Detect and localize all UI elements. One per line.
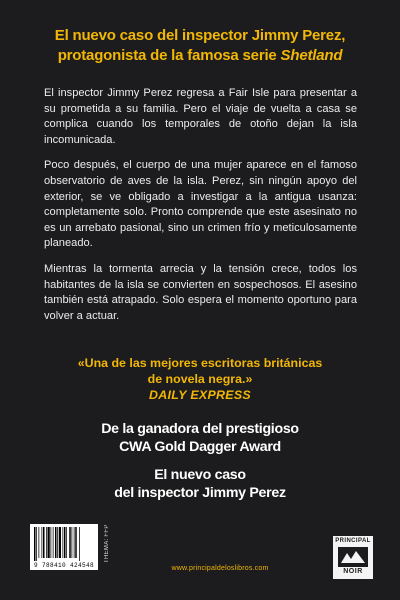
award-statement xyxy=(40,420,360,456)
synopsis xyxy=(44,86,357,334)
series-name: Shetland xyxy=(280,47,343,64)
headline-line-2-text: protagonista de la famosa serie xyxy=(57,47,281,64)
press-quote-line-1: «Una de las mejores escritoras británicas xyxy=(77,356,323,370)
publisher-website[interactable]: www.principaldeloslibros.com xyxy=(171,565,269,572)
headline-line-2 xyxy=(24,46,376,66)
press-quote xyxy=(40,355,360,403)
press-quote-source: DAILY EXPRESS xyxy=(149,388,251,402)
publisher-logo-top: PRINCIPAL xyxy=(335,538,371,544)
headline xyxy=(24,26,376,66)
publisher-emblem-icon xyxy=(338,547,368,567)
series-statement-line-1: El nuevo caso xyxy=(154,467,246,483)
synopsis-paragraph-2: Poco después, el cuerpo de una mujer aparece en el famoso observatorio de aves de la isla. Perez, sin ningún apoyo del exterior, se ve obligado a investigar a la antigua usanza: completamente solo. Pronto comprende que este asesinato no es un arrebato pasional, sino un crimen frío y meticulosamente planeado. xyxy=(44,159,357,250)
publisher-logo xyxy=(333,536,373,579)
barcode-bars xyxy=(34,527,94,561)
award-line-2: CWA Gold Dagger Award xyxy=(119,439,281,455)
synopsis-paragraph-1: El inspector Jimmy Perez regresa a Fair Isle para presentar a su prometida a su familia. Pero el viaje de vuelta a casa se complica cuando los temporales de otoño dejan la isla incomunicada. xyxy=(44,87,357,146)
award-line-1: De la ganadora del prestigioso xyxy=(101,421,299,437)
headline-line-1: El nuevo caso del inspector Jimmy Perez, xyxy=(54,27,346,44)
synopsis-paragraph-3: Mientras la tormenta arrecia y la tensión crece, todos los habitantes de la isla se convierten en sospechosos. El asesino también está atrapado. Solo espera el momento oportuno para volver a actuar. xyxy=(44,262,357,322)
isbn-barcode xyxy=(30,524,98,570)
thema-code: THEMA: FFP xyxy=(104,524,110,563)
series-statement-line-2: del inspector Jimmy Perez xyxy=(114,485,286,501)
publisher-logo-bottom: NOIR xyxy=(343,568,363,575)
series-statement xyxy=(40,466,360,502)
isbn-number: 9 788410 424548 xyxy=(33,562,94,569)
press-quote-line-2: de novela negra.» xyxy=(147,372,253,386)
